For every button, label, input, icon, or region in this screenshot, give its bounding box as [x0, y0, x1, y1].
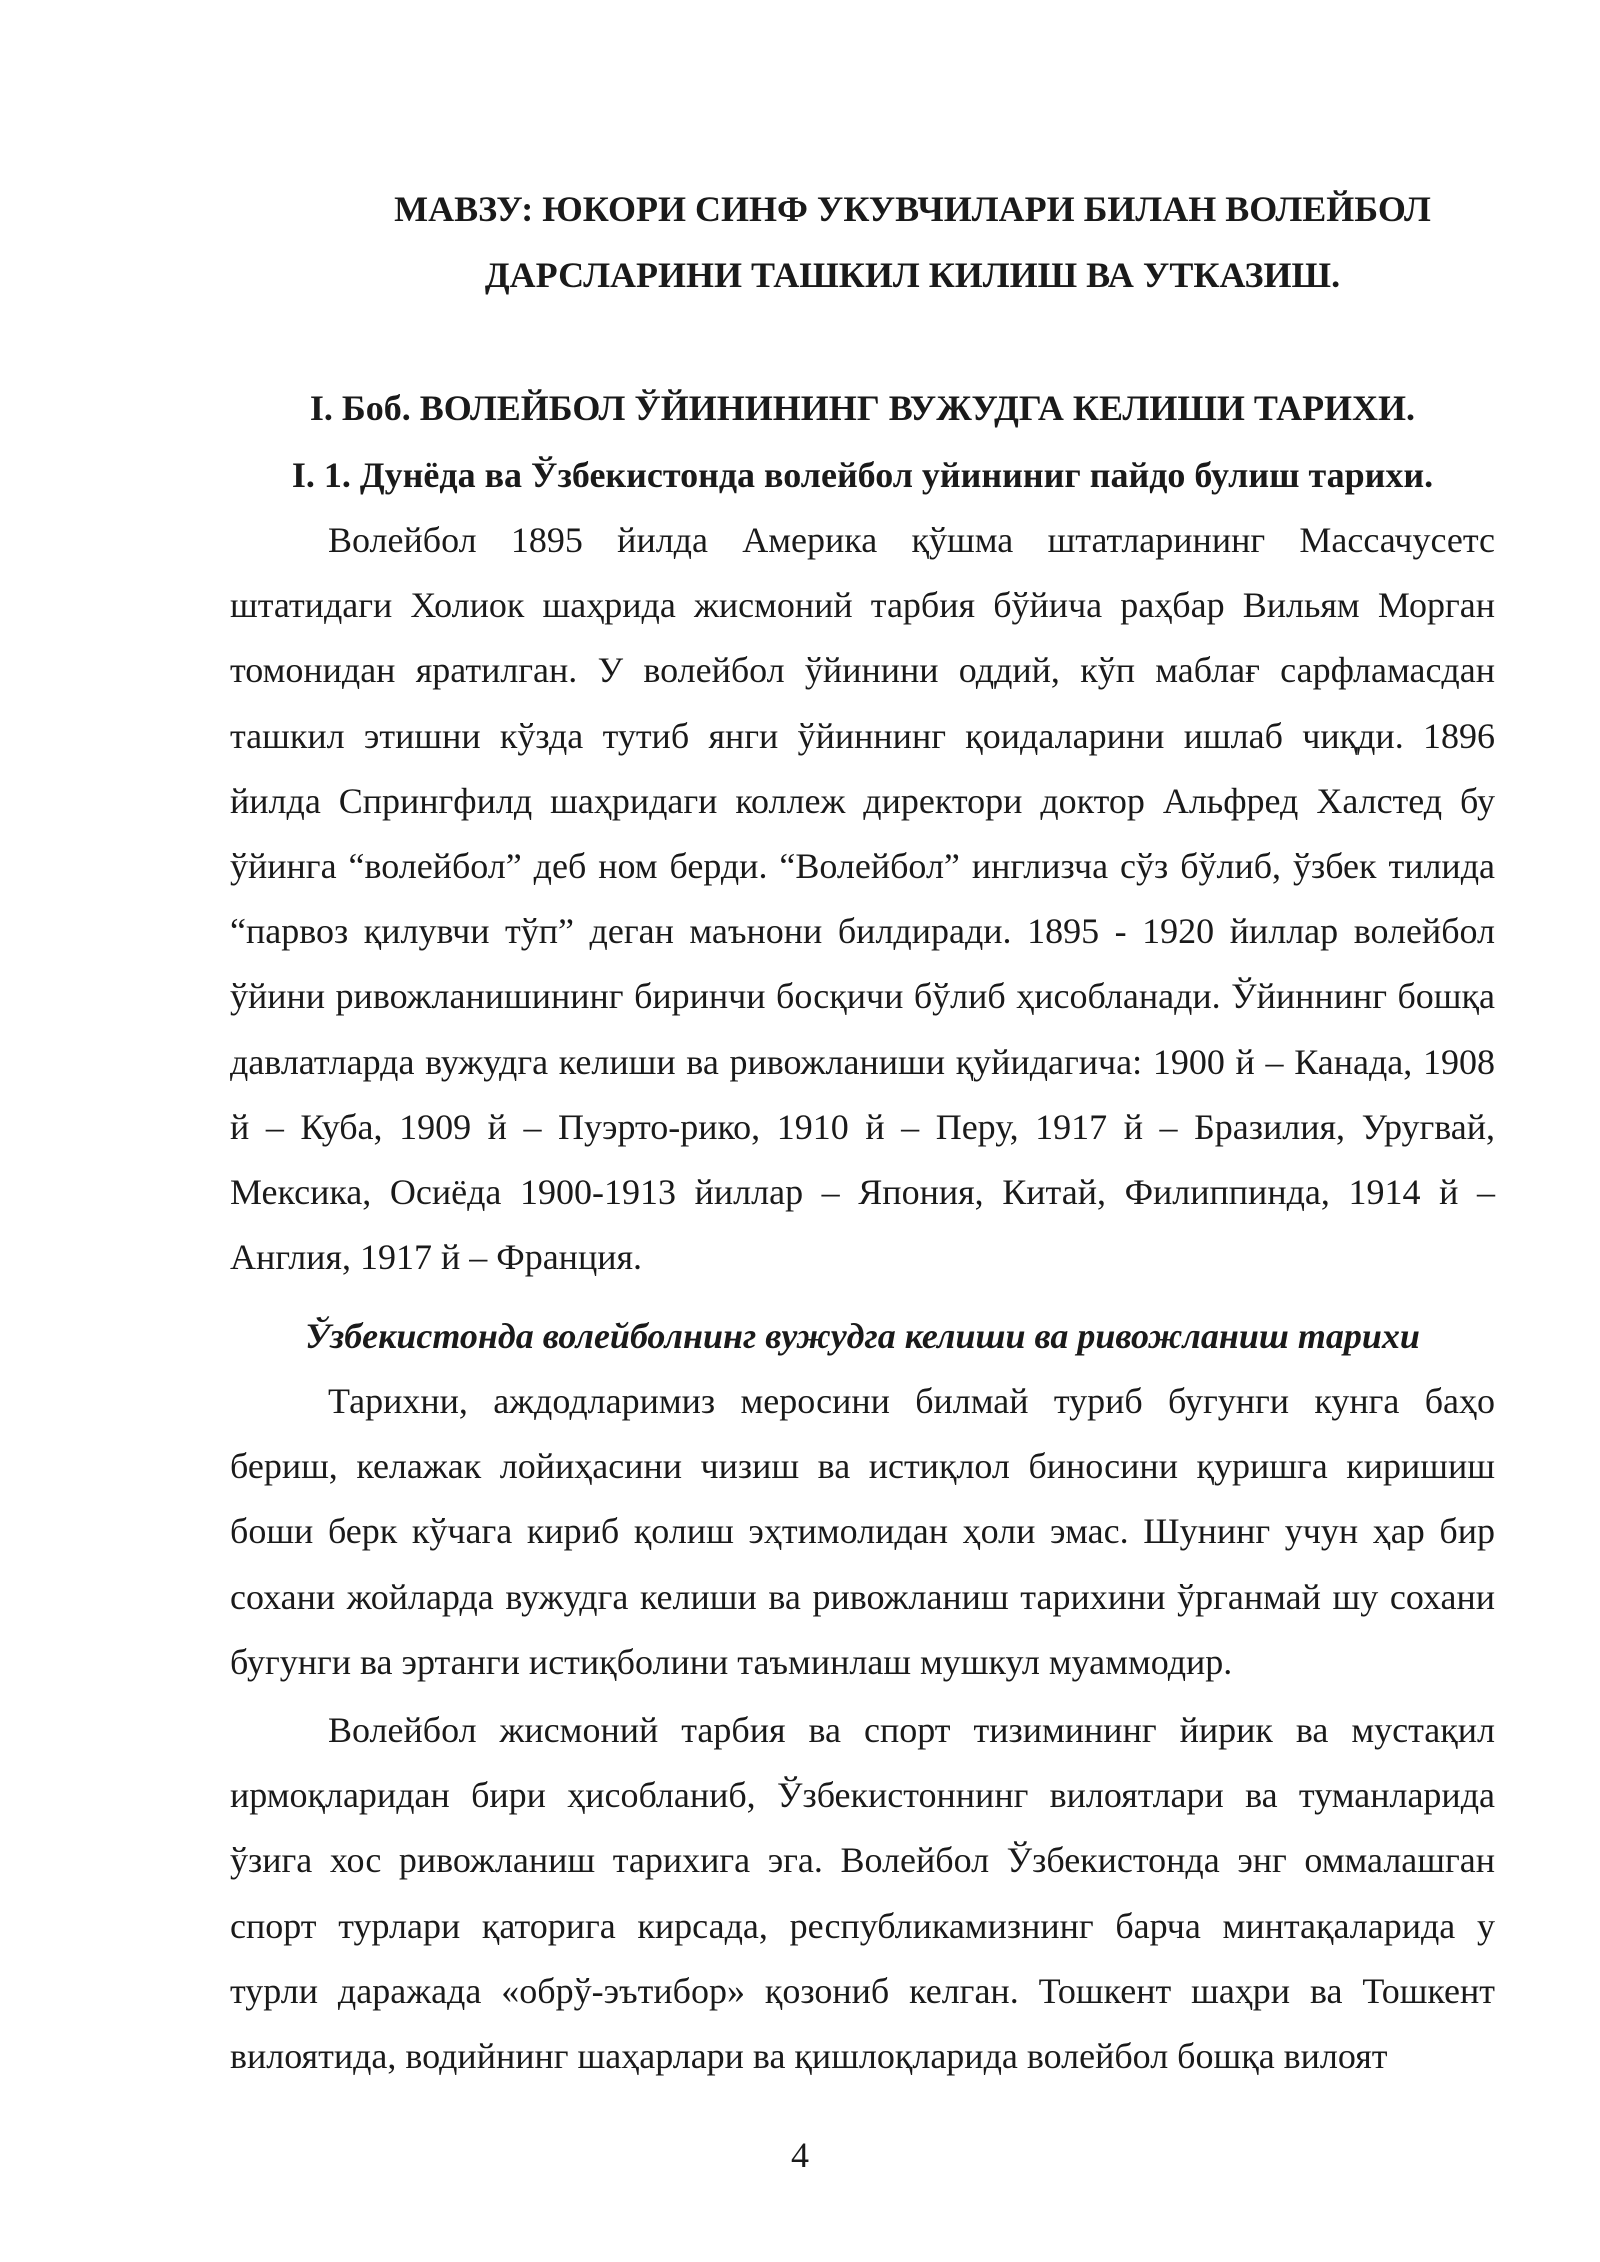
body-paragraph-3: Волейбол жисмоний тарбия ва спорт тизимининг йирик ва мустақил ирмоқларидан бири ҳисобланиб, Ўзбекистоннинг вилоятлари ва туманларида ўзига хос ривожланиш тарихига эга. Волейбол Ўзбекистонда энг оммалашган спорт турлари қаторига кирсада, республикамизнинг барча минтақаларида у турли даражада «обрў-эътибор» қозониб келган. Тошкент шаҳри ва Тошкент вилоятида, водийнинг шаҳарлари ва қишлоқларида волейбол бошқа вилоят [230, 1710, 1495, 2077]
theme-title [330, 176, 1495, 308]
theme-title-line-1: МАВЗУ: ЮКОРИ СИНФ УКУВЧИЛАРИ БИЛАН ВОЛЕЙБОЛ [394, 189, 1431, 229]
section-heading: I. 1. Дунёда ва Ўзбекистонда волейбол уйининиг пайдо булиш тарихи. [291, 455, 1434, 495]
subsection-heading: Ўзбекистонда волейболнинг вужудга келиши ва ривожланиш тарихи [305, 1316, 1420, 1356]
body-paragraph-1: Волейбол 1895 йилда Америка қўшма штатларининг Массачусетс штатидаги Холиок шаҳрида жисмоний тарбия бўйича раҳбар Вильям Морган томонидан яратилган. У волейбол ўйинини оддий, кўп маблағ сарфламасдан ташкил этишни кўзда тутиб янги ўйиннинг қоидаларини ишлаб чиқди. 1896 йилда Спрингфилд шаҳридаги коллеж директори доктор Альфред Халстед бу ўйинга “волейбол” деб ном берди. “Волейбол” инглизча сўз бўлиб, ўзбек тилида “парвоз қилувчи тўп” деган маънони билдиради. 1895 - 1920 йиллар волейбол ўйини ривожланишининг биринчи босқичи бўлиб ҳисобланади. Ўйиннинг бошқа давлатларда вужудга келиши ва ривожланиши қуйидагича: 1900 й – Канада, 1908 й – Куба, 1909 й – Пуэрто-рико, 1910 й – Перу, 1917 й – Бразилия, Уругвай, Мексика, Осиёда 1900-1913 йиллар – Япония, Китай, Филиппинда, 1914 й – Англия, 1917 й – Франция. [230, 520, 1495, 1278]
theme-title-line-2: ДАРСЛАРИНИ ТАШКИЛ КИЛИШ ВА УТКАЗИШ. [484, 255, 1341, 295]
page-number: 4 [791, 2135, 809, 2175]
body-paragraph-2: Тарихни, аждодларимиз меросини билмай туриб бугунги кунга баҳо бериш, келажак лойиҳасини чизиш ва истиқлол биносини қуришга киришиш боши берк кўчага кириб қолиш эҳтимолидан ҳоли эмас. Шунинг учун ҳар бир сохани жойларда вужудга келиши ва ривожланиш тарихини ўрганмай шу сохани бугунги ва эртанги истиқболини таъминлаш мушкул муаммодир. [230, 1381, 1495, 1682]
chapter-heading: I. Боб. ВОЛЕЙБОЛ ЎЙИНИНИНГ ВУЖУДГА КЕЛИШИ ТАРИХИ. [309, 388, 1416, 428]
